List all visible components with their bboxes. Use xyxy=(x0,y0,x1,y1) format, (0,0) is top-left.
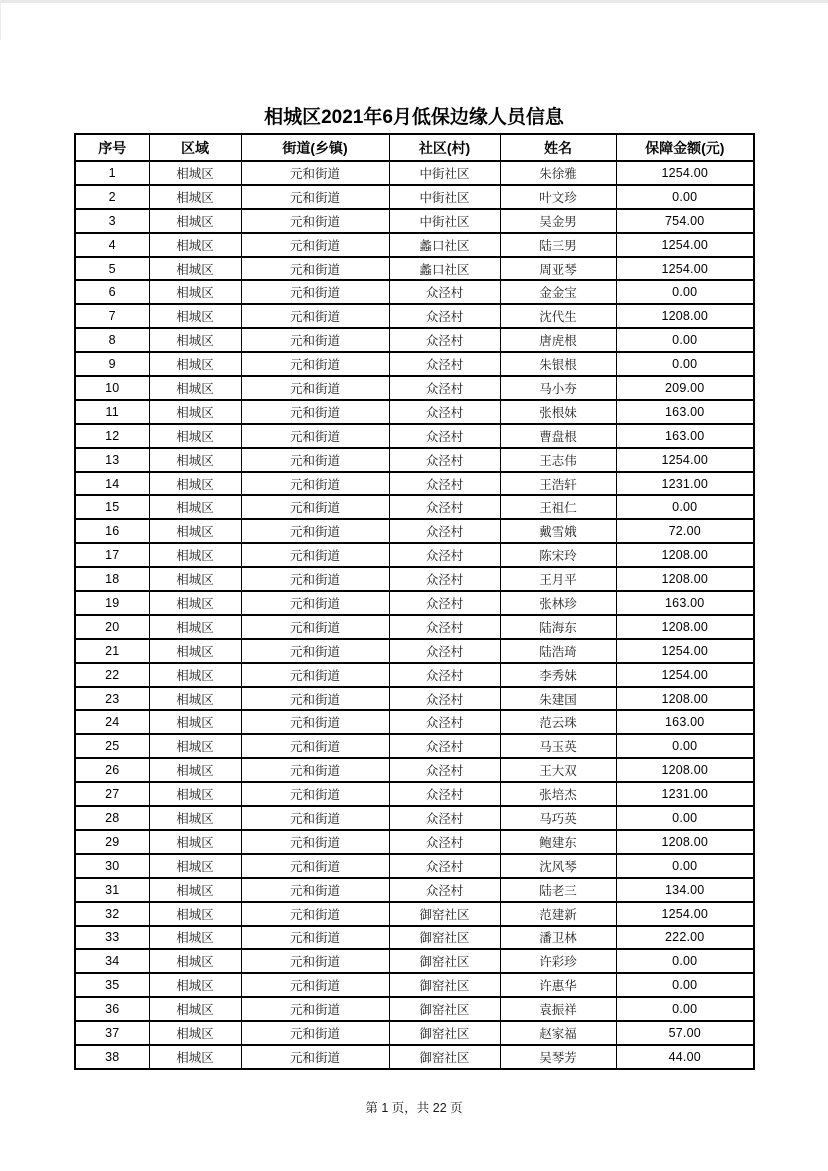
cell-community: 众泾村 xyxy=(389,448,500,472)
cell-amount: 754.00 xyxy=(616,209,754,233)
cell-name: 王志伟 xyxy=(500,448,616,472)
cell-name: 陆海东 xyxy=(500,615,616,639)
cell-district: 相城区 xyxy=(149,806,241,830)
cell-amount: 0.00 xyxy=(616,352,754,376)
cell-amount: 0.00 xyxy=(616,280,754,304)
cell-amount: 0.00 xyxy=(616,997,754,1021)
page-top-edge xyxy=(0,0,828,3)
cell-district: 相城区 xyxy=(149,926,241,950)
cell-community: 众泾村 xyxy=(389,639,500,663)
page-left-edge xyxy=(0,0,1,40)
cell-name: 张培杰 xyxy=(500,782,616,806)
cell-district: 相城区 xyxy=(149,758,241,782)
cell-index: 16 xyxy=(75,519,149,543)
cell-community: 众泾村 xyxy=(389,352,500,376)
cell-name: 许惠华 xyxy=(500,973,616,997)
cell-name: 陈宋玲 xyxy=(500,543,616,567)
table-row xyxy=(75,926,754,950)
cell-amount: 1208.00 xyxy=(616,830,754,854)
cell-amount: 163.00 xyxy=(616,400,754,424)
cell-index: 21 xyxy=(75,639,149,663)
cell-district: 相城区 xyxy=(149,949,241,973)
table-row xyxy=(75,663,754,687)
cell-index: 6 xyxy=(75,280,149,304)
cell-amount: 209.00 xyxy=(616,376,754,400)
cell-community: 蠡口社区 xyxy=(389,233,500,257)
cell-index: 34 xyxy=(75,949,149,973)
cell-index: 19 xyxy=(75,591,149,615)
table-row xyxy=(75,543,754,567)
cell-street: 元和街道 xyxy=(241,973,389,997)
cell-index: 10 xyxy=(75,376,149,400)
cell-street: 元和街道 xyxy=(241,328,389,352)
cell-community: 中街社区 xyxy=(389,185,500,209)
cell-index: 12 xyxy=(75,424,149,448)
cell-street: 元和街道 xyxy=(241,495,389,519)
cell-amount: 0.00 xyxy=(616,854,754,878)
page-number: 第 1 页，共 22 页 xyxy=(365,1101,463,1115)
cell-amount: 1208.00 xyxy=(616,687,754,711)
table-row xyxy=(75,304,754,328)
cell-name: 马巧英 xyxy=(500,806,616,830)
cell-district: 相城区 xyxy=(149,902,241,926)
table-row xyxy=(75,830,754,854)
cell-district: 相城区 xyxy=(149,519,241,543)
cell-community: 众泾村 xyxy=(389,567,500,591)
cell-name: 张林珍 xyxy=(500,591,616,615)
cell-community: 中街社区 xyxy=(389,209,500,233)
cell-street: 元和街道 xyxy=(241,472,389,496)
cell-street: 元和街道 xyxy=(241,591,389,615)
cell-index: 8 xyxy=(75,328,149,352)
cell-community: 御窑社区 xyxy=(389,926,500,950)
cell-index: 17 xyxy=(75,543,149,567)
cell-district: 相城区 xyxy=(149,567,241,591)
table-row xyxy=(75,806,754,830)
cell-district: 相城区 xyxy=(149,161,241,185)
cell-street: 元和街道 xyxy=(241,615,389,639)
cell-index: 36 xyxy=(75,997,149,1021)
cell-street: 元和街道 xyxy=(241,400,389,424)
cell-amount: 1254.00 xyxy=(616,663,754,687)
table-row xyxy=(75,233,754,257)
cell-community: 御窑社区 xyxy=(389,1045,500,1069)
cell-street: 元和街道 xyxy=(241,1021,389,1045)
cell-amount: 0.00 xyxy=(616,185,754,209)
cell-street: 元和街道 xyxy=(241,782,389,806)
cell-community: 众泾村 xyxy=(389,304,500,328)
table-row xyxy=(75,424,754,448)
cell-district: 相城区 xyxy=(149,376,241,400)
table-header xyxy=(75,134,754,161)
cell-index: 11 xyxy=(75,400,149,424)
table-row xyxy=(75,328,754,352)
table-row xyxy=(75,495,754,519)
cell-street: 元和街道 xyxy=(241,902,389,926)
cell-name: 王浩轩 xyxy=(500,472,616,496)
cell-community: 众泾村 xyxy=(389,519,500,543)
cell-community: 众泾村 xyxy=(389,280,500,304)
cell-name: 王大双 xyxy=(500,758,616,782)
col-header-community: 社区(村) xyxy=(389,134,500,161)
cell-name: 朱建国 xyxy=(500,687,616,711)
cell-index: 37 xyxy=(75,1021,149,1045)
table-row xyxy=(75,161,754,185)
cell-name: 沈代生 xyxy=(500,304,616,328)
cell-community: 众泾村 xyxy=(389,495,500,519)
cell-amount: 0.00 xyxy=(616,949,754,973)
cell-community: 众泾村 xyxy=(389,878,500,902)
cell-name: 许彩珍 xyxy=(500,949,616,973)
col-header-district: 区域 xyxy=(149,134,241,161)
cell-amount: 1254.00 xyxy=(616,902,754,926)
cell-amount: 134.00 xyxy=(616,878,754,902)
cell-name: 陆浩琦 xyxy=(500,639,616,663)
table-row xyxy=(75,519,754,543)
table-row xyxy=(75,567,754,591)
cell-index: 24 xyxy=(75,710,149,734)
cell-district: 相城区 xyxy=(149,782,241,806)
cell-amount: 1254.00 xyxy=(616,161,754,185)
cell-street: 元和街道 xyxy=(241,161,389,185)
cell-street: 元和街道 xyxy=(241,830,389,854)
cell-community: 众泾村 xyxy=(389,376,500,400)
cell-street: 元和街道 xyxy=(241,519,389,543)
table-row xyxy=(75,973,754,997)
table-row xyxy=(75,687,754,711)
table-row xyxy=(75,1021,754,1045)
cell-street: 元和街道 xyxy=(241,567,389,591)
table-row xyxy=(75,782,754,806)
cell-district: 相城区 xyxy=(149,615,241,639)
cell-index: 20 xyxy=(75,615,149,639)
cell-community: 众泾村 xyxy=(389,758,500,782)
cell-district: 相城区 xyxy=(149,830,241,854)
page-title: 相城区2021年6月低保边缘人员信息 xyxy=(264,107,564,128)
table-row xyxy=(75,997,754,1021)
cell-street: 元和街道 xyxy=(241,233,389,257)
cell-name: 曹盘根 xyxy=(500,424,616,448)
cell-community: 蠡口社区 xyxy=(389,257,500,281)
table-row xyxy=(75,472,754,496)
cell-name: 唐虎根 xyxy=(500,328,616,352)
cell-name: 周亚琴 xyxy=(500,257,616,281)
cell-index: 2 xyxy=(75,185,149,209)
cell-amount: 163.00 xyxy=(616,710,754,734)
cell-amount: 0.00 xyxy=(616,806,754,830)
cell-index: 23 xyxy=(75,687,149,711)
cell-name: 袁振祥 xyxy=(500,997,616,1021)
cell-index: 38 xyxy=(75,1045,149,1069)
cell-name: 张根妹 xyxy=(500,400,616,424)
cell-name: 吴金男 xyxy=(500,209,616,233)
cell-district: 相城区 xyxy=(149,973,241,997)
cell-district: 相城区 xyxy=(149,448,241,472)
cell-index: 13 xyxy=(75,448,149,472)
cell-index: 18 xyxy=(75,567,149,591)
cell-street: 元和街道 xyxy=(241,257,389,281)
table-row xyxy=(75,280,754,304)
cell-index: 15 xyxy=(75,495,149,519)
cell-district: 相城区 xyxy=(149,495,241,519)
cell-community: 众泾村 xyxy=(389,543,500,567)
cell-community: 众泾村 xyxy=(389,615,500,639)
cell-index: 22 xyxy=(75,663,149,687)
cell-street: 元和街道 xyxy=(241,352,389,376)
cell-name: 潘卫林 xyxy=(500,926,616,950)
cell-district: 相城区 xyxy=(149,400,241,424)
cell-street: 元和街道 xyxy=(241,710,389,734)
table-row xyxy=(75,734,754,758)
cell-street: 元和街道 xyxy=(241,949,389,973)
col-header-amount: 保障金额(元) xyxy=(616,134,754,161)
cell-district: 相城区 xyxy=(149,233,241,257)
cell-index: 25 xyxy=(75,734,149,758)
cell-name: 朱徐雅 xyxy=(500,161,616,185)
cell-district: 相城区 xyxy=(149,1045,241,1069)
cell-index: 14 xyxy=(75,472,149,496)
cell-street: 元和街道 xyxy=(241,1045,389,1069)
cell-community: 众泾村 xyxy=(389,328,500,352)
cell-amount: 0.00 xyxy=(616,495,754,519)
cell-street: 元和街道 xyxy=(241,209,389,233)
cell-community: 众泾村 xyxy=(389,687,500,711)
table-row xyxy=(75,878,754,902)
table-row xyxy=(75,376,754,400)
cell-amount: 1208.00 xyxy=(616,758,754,782)
cell-name: 陆老三 xyxy=(500,878,616,902)
cell-amount: 0.00 xyxy=(616,328,754,352)
cell-community: 众泾村 xyxy=(389,710,500,734)
col-header-name: 姓名 xyxy=(500,134,616,161)
table-body xyxy=(75,161,754,1069)
table-row xyxy=(75,949,754,973)
cell-name: 范建新 xyxy=(500,902,616,926)
cell-community: 众泾村 xyxy=(389,806,500,830)
cell-district: 相城区 xyxy=(149,639,241,663)
table-row xyxy=(75,185,754,209)
cell-amount: 1254.00 xyxy=(616,448,754,472)
col-header-street: 街道(乡镇) xyxy=(241,134,389,161)
table-row xyxy=(75,710,754,734)
cell-name: 赵家福 xyxy=(500,1021,616,1045)
cell-street: 元和街道 xyxy=(241,304,389,328)
cell-name: 马小夯 xyxy=(500,376,616,400)
cell-street: 元和街道 xyxy=(241,280,389,304)
cell-street: 元和街道 xyxy=(241,758,389,782)
cell-amount: 1231.00 xyxy=(616,782,754,806)
cell-community: 御窑社区 xyxy=(389,902,500,926)
cell-street: 元和街道 xyxy=(241,185,389,209)
cell-district: 相城区 xyxy=(149,663,241,687)
cell-district: 相城区 xyxy=(149,328,241,352)
cell-amount: 57.00 xyxy=(616,1021,754,1045)
cell-district: 相城区 xyxy=(149,472,241,496)
cell-street: 元和街道 xyxy=(241,448,389,472)
cell-index: 27 xyxy=(75,782,149,806)
cell-name: 吴琴芳 xyxy=(500,1045,616,1069)
cell-street: 元和街道 xyxy=(241,997,389,1021)
cell-amount: 72.00 xyxy=(616,519,754,543)
cell-district: 相城区 xyxy=(149,185,241,209)
cell-community: 御窑社区 xyxy=(389,997,500,1021)
cell-name: 范云珠 xyxy=(500,710,616,734)
table-row xyxy=(75,448,754,472)
cell-amount: 1254.00 xyxy=(616,233,754,257)
cell-community: 众泾村 xyxy=(389,782,500,806)
table-row xyxy=(75,615,754,639)
table-row xyxy=(75,257,754,281)
cell-name: 陆三男 xyxy=(500,233,616,257)
cell-amount: 1208.00 xyxy=(616,543,754,567)
cell-index: 3 xyxy=(75,209,149,233)
cell-amount: 163.00 xyxy=(616,424,754,448)
cell-amount: 1254.00 xyxy=(616,639,754,663)
cell-district: 相城区 xyxy=(149,734,241,758)
cell-index: 33 xyxy=(75,926,149,950)
cell-community: 众泾村 xyxy=(389,663,500,687)
cell-index: 9 xyxy=(75,352,149,376)
cell-name: 沈风琴 xyxy=(500,854,616,878)
cell-name: 戴雪娥 xyxy=(500,519,616,543)
cell-index: 26 xyxy=(75,758,149,782)
cell-index: 29 xyxy=(75,830,149,854)
cell-community: 御窑社区 xyxy=(389,949,500,973)
cell-name: 马玉英 xyxy=(500,734,616,758)
cell-index: 7 xyxy=(75,304,149,328)
cell-index: 28 xyxy=(75,806,149,830)
cell-amount: 163.00 xyxy=(616,591,754,615)
cell-district: 相城区 xyxy=(149,543,241,567)
table-row xyxy=(75,854,754,878)
cell-district: 相城区 xyxy=(149,878,241,902)
table-row xyxy=(75,902,754,926)
cell-index: 5 xyxy=(75,257,149,281)
cell-street: 元和街道 xyxy=(241,854,389,878)
cell-street: 元和街道 xyxy=(241,639,389,663)
cell-street: 元和街道 xyxy=(241,806,389,830)
table-row xyxy=(75,1045,754,1069)
table-row xyxy=(75,591,754,615)
cell-index: 32 xyxy=(75,902,149,926)
cell-amount: 44.00 xyxy=(616,1045,754,1069)
cell-name: 叶文珍 xyxy=(500,185,616,209)
cell-amount: 1231.00 xyxy=(616,472,754,496)
cell-name: 王祖仁 xyxy=(500,495,616,519)
table-row xyxy=(75,352,754,376)
cell-community: 中街社区 xyxy=(389,161,500,185)
cell-amount: 1208.00 xyxy=(616,567,754,591)
cell-district: 相城区 xyxy=(149,304,241,328)
cell-community: 御窑社区 xyxy=(389,1021,500,1045)
header-row xyxy=(75,134,754,161)
cell-community: 众泾村 xyxy=(389,830,500,854)
cell-index: 4 xyxy=(75,233,149,257)
cell-district: 相城区 xyxy=(149,280,241,304)
cell-amount: 1208.00 xyxy=(616,615,754,639)
cell-index: 30 xyxy=(75,854,149,878)
cell-name: 金金宝 xyxy=(500,280,616,304)
cell-street: 元和街道 xyxy=(241,687,389,711)
cell-community: 众泾村 xyxy=(389,424,500,448)
cell-index: 31 xyxy=(75,878,149,902)
cell-district: 相城区 xyxy=(149,352,241,376)
cell-street: 元和街道 xyxy=(241,734,389,758)
cell-district: 相城区 xyxy=(149,209,241,233)
cell-district: 相城区 xyxy=(149,687,241,711)
cell-amount: 0.00 xyxy=(616,973,754,997)
benefits-table xyxy=(74,133,755,1070)
cell-index: 1 xyxy=(75,161,149,185)
cell-street: 元和街道 xyxy=(241,376,389,400)
cell-amount: 222.00 xyxy=(616,926,754,950)
cell-community: 众泾村 xyxy=(389,472,500,496)
cell-name: 李秀妹 xyxy=(500,663,616,687)
table-row xyxy=(75,758,754,782)
cell-name: 朱银根 xyxy=(500,352,616,376)
cell-street: 元和街道 xyxy=(241,926,389,950)
cell-community: 众泾村 xyxy=(389,591,500,615)
col-header-index: 序号 xyxy=(75,134,149,161)
cell-street: 元和街道 xyxy=(241,543,389,567)
cell-amount: 1254.00 xyxy=(616,257,754,281)
table-row xyxy=(75,209,754,233)
cell-name: 鲍建东 xyxy=(500,830,616,854)
cell-community: 众泾村 xyxy=(389,400,500,424)
cell-street: 元和街道 xyxy=(241,878,389,902)
cell-street: 元和街道 xyxy=(241,424,389,448)
cell-amount: 0.00 xyxy=(616,734,754,758)
cell-district: 相城区 xyxy=(149,257,241,281)
cell-index: 35 xyxy=(75,973,149,997)
cell-community: 御窑社区 xyxy=(389,973,500,997)
table-row xyxy=(75,400,754,424)
cell-district: 相城区 xyxy=(149,710,241,734)
cell-district: 相城区 xyxy=(149,997,241,1021)
cell-district: 相城区 xyxy=(149,591,241,615)
table-row xyxy=(75,639,754,663)
cell-district: 相城区 xyxy=(149,1021,241,1045)
cell-street: 元和街道 xyxy=(241,663,389,687)
cell-community: 众泾村 xyxy=(389,854,500,878)
cell-district: 相城区 xyxy=(149,854,241,878)
cell-amount: 1208.00 xyxy=(616,304,754,328)
cell-district: 相城区 xyxy=(149,424,241,448)
cell-name: 王月平 xyxy=(500,567,616,591)
cell-community: 众泾村 xyxy=(389,734,500,758)
